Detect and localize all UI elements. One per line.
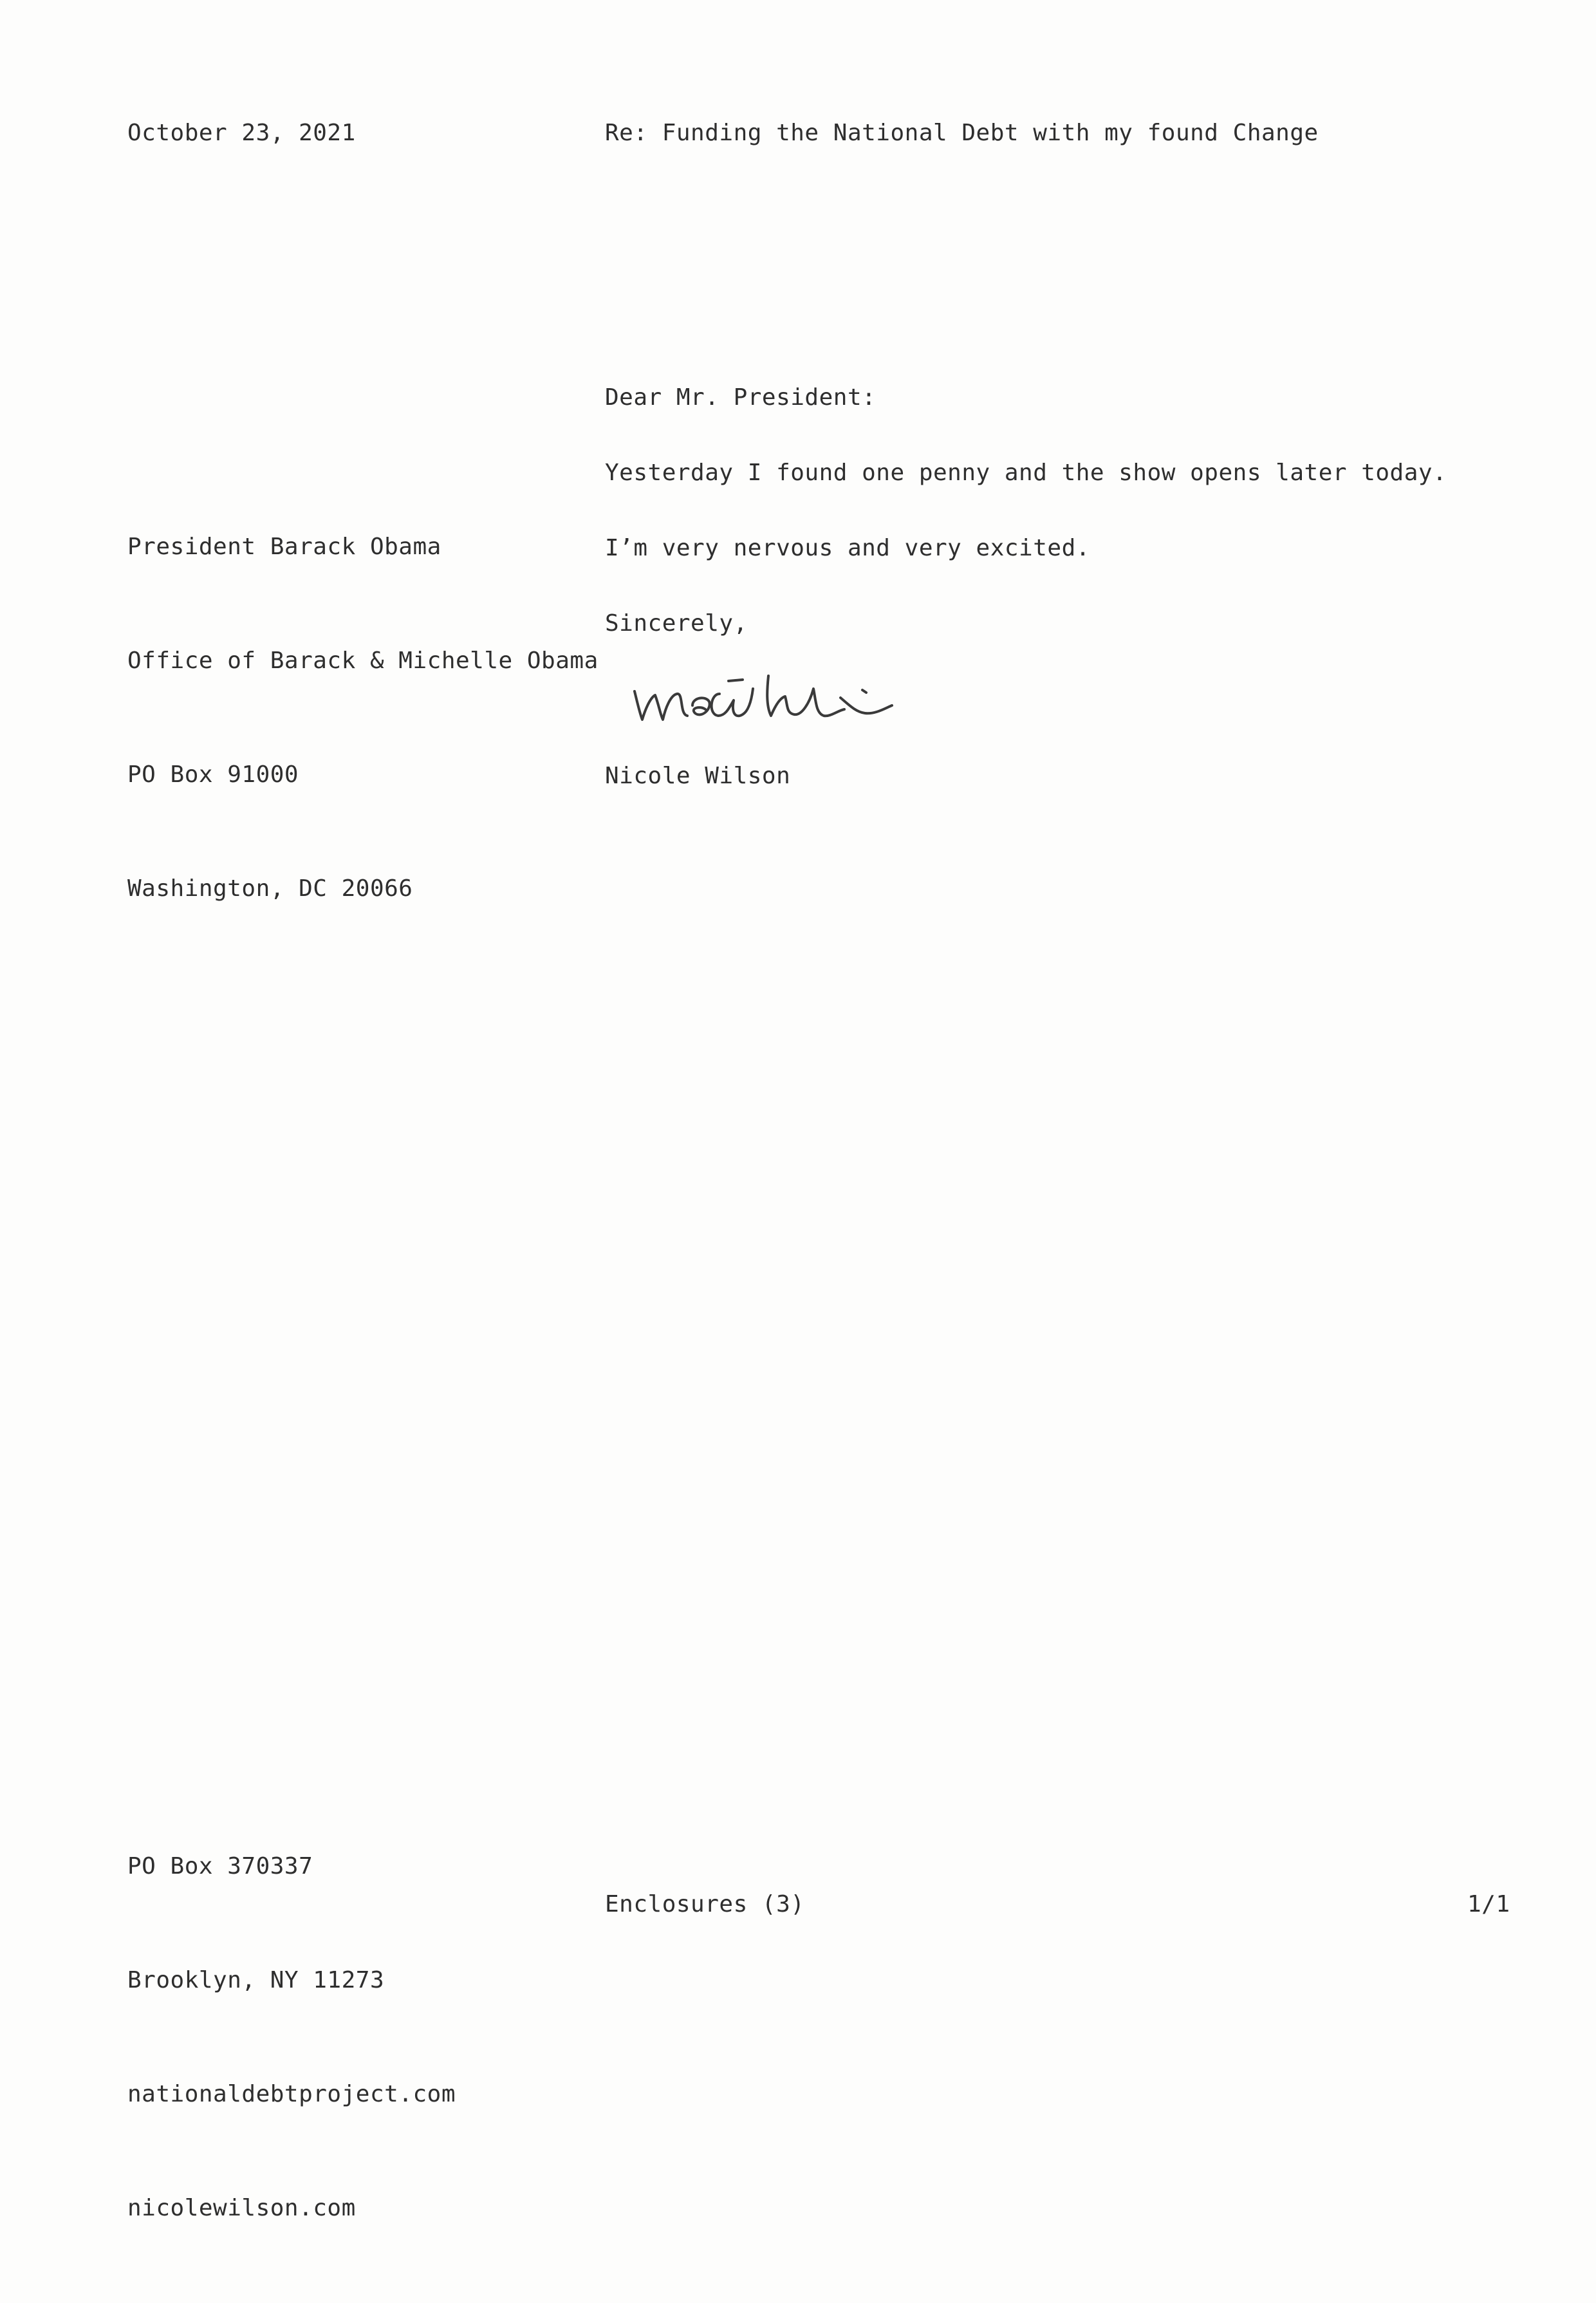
recipient-line: Office of Barack & Michelle Obama	[127, 648, 598, 674]
letter-subject: Re: Funding the National Debt with my found Change	[605, 120, 1319, 146]
letter-date: October 23, 2021	[127, 120, 356, 146]
recipient-line: PO Box 91000	[127, 761, 299, 788]
handwritten-signature	[623, 644, 958, 740]
recipient-address	[127, 452, 598, 984]
body-paragraph: Yesterday I found one penny and the show opens later today.	[605, 460, 1447, 486]
sender-address	[127, 1771, 456, 2303]
enclosures-note: Enclosures (3)	[605, 1891, 805, 1917]
recipient-line: Washington, DC 20066	[127, 875, 413, 902]
sender-website: nicolewilson.com	[127, 2195, 356, 2221]
salutation: Dear Mr. President:	[605, 384, 877, 411]
sender-website: nationaldebtproject.com	[127, 2081, 456, 2107]
body-paragraph: I’m very nervous and very excited.	[605, 535, 1090, 561]
page-number: 1/1	[1467, 1891, 1510, 1917]
recipient-line: President Barack Obama	[127, 534, 441, 560]
sender-line: Brooklyn, NY 11273	[127, 1967, 385, 1993]
signer-name: Nicole Wilson	[605, 763, 791, 789]
closing: Sincerely,	[605, 610, 748, 637]
sender-line: PO Box 370337	[127, 1853, 313, 1879]
